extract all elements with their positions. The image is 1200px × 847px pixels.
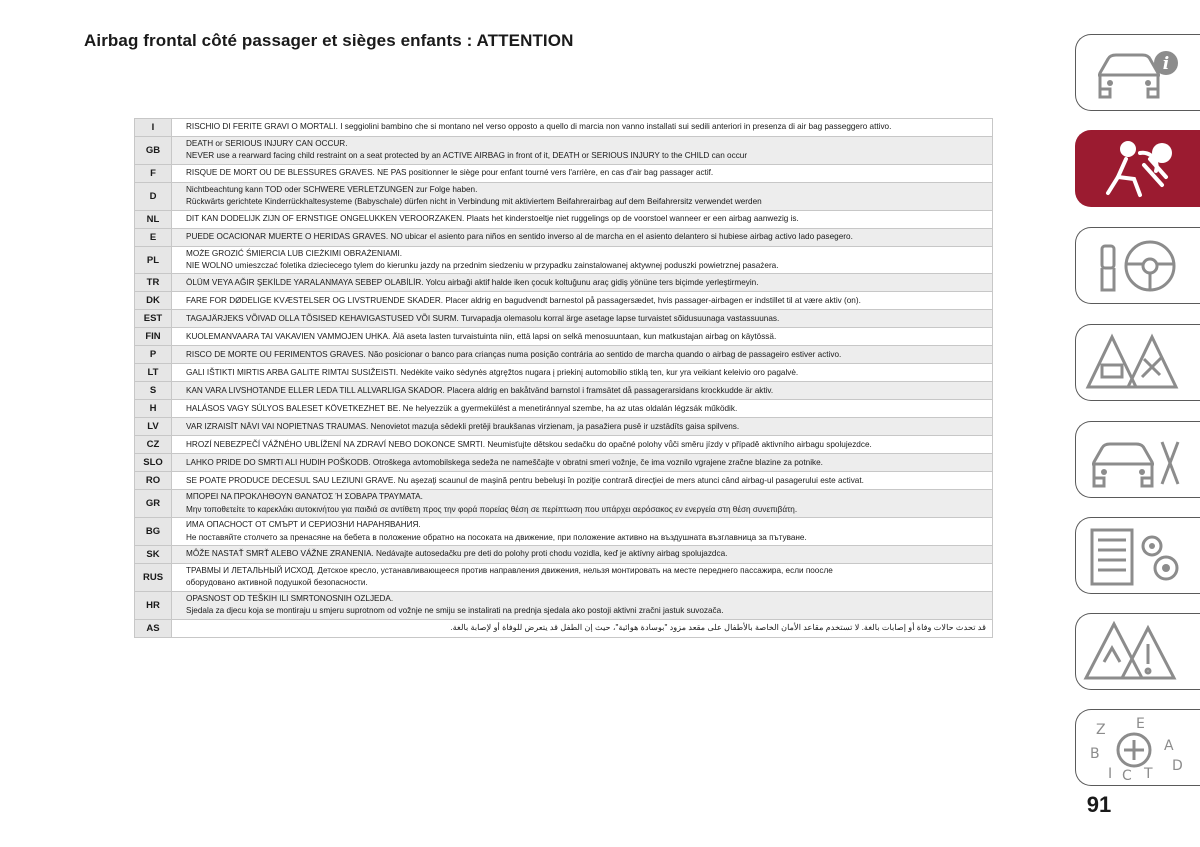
table-row [135,591,993,619]
warning-line: HALÁSOS VAGY SÚLYOS BALESET KÖVETKEZHET BE. Ne helyezzük a gyermekülést a menetiránnyal szembe, ha az utas oldalán légzsák működik. [186,403,738,413]
language-code: S [135,382,172,400]
table-row [135,619,993,637]
warning-table [134,118,993,638]
table-row [135,564,993,592]
language-code: NL [135,210,172,228]
key-steering-icon [1082,232,1194,301]
warning-line: ТРАВМЫ И ЛЕТАЛЬНЫЙ ИСХОД. Детское кресло, устанавливающееся против направления движения, нельзя монтировать на месте переднего пассажира, если поосле [186,566,833,576]
warning-line: NIE WOLNO umieszczać foletika dzieciecego tylem do kierunku jazdy na przednim siedzeniu w przypadku zainstalowanej aktywnej poduszki powietrznej pasażera. [186,261,779,271]
warning-text [172,472,993,490]
language-code: I [135,119,172,137]
specs-settings-icon [1082,522,1194,591]
warning-line: DEATH or SERIOUS INJURY CAN OCCUR. [186,139,348,148]
warning-line: GALI IŠTIKTI MIRTIS ARBA GALITE RIMTAI SUSIŽEISTI. Nedėkite vaiko sėdynės atgręžtos nugara į priekinį automobilio stiklą ten, kur yra veikiant keleivio oro pagalvė. [186,367,799,377]
language-code: LT [135,364,172,382]
table-row [135,228,993,246]
language-code: F [135,164,172,182]
language-code: D [135,182,172,210]
language-code: RUS [135,564,172,592]
table-row [135,418,993,436]
table-row [135,328,993,346]
warning-text [172,518,993,546]
svg-text:Z: Z [1096,722,1106,738]
table-row [135,546,993,564]
tab-emergency[interactable] [1075,324,1200,401]
warning-text [172,364,993,382]
warning-line: Sjedala za djecu koja se montiraju u smjeru suprotnom od vožnje ne smiju se instalirati na prednja sjedala ako postoji aktivni zračni jastuk suvozača. [186,606,724,616]
page-number: 91 [1086,792,1112,817]
language-code: SK [135,546,172,564]
table-row [135,137,993,165]
language-code: SLO [135,454,172,472]
table-row [135,490,993,518]
warning-text [172,382,993,400]
warning-line: OPASNOST OD TEŠKIH ILI SMRTONOSNIH OZLJEDA. [186,593,394,603]
warning-line: Μην τοποθετείτε το καρεκλάκι αυτοκινήτου για παιδιά σε αντίθετη προς την φορά πορείας θέση σε περίπτωση που υπάρχει αερόσακος εν ενεργεία στη θέση συνεπιβάτη. [186,504,798,514]
index-alphabet-icon [1082,714,1194,783]
table-row [135,210,993,228]
warning-text [172,591,993,619]
warning-line: MÔŽE NASTAŤ SMRŤ ALEBO VÁŽNE ZRANENIA. Nedávajte autosedačku pre deti do polohy proti chodu vozidla, keď je aktívny airbag spolujazdca. [186,549,728,559]
road-signs-icon [1082,618,1194,687]
svg-text:I: I [1108,766,1113,782]
tab-index[interactable] [1075,709,1200,786]
language-code: DK [135,292,172,310]
warning-text [172,564,993,592]
car-info-icon [1082,39,1194,108]
language-code: CZ [135,436,172,454]
table-row [135,164,993,182]
warning-line: NEVER use a rearward facing child restraint on a seat protected by an ACTIVE AIRBAG in front of it, DEATH or SERIOUS INJURY to the CHILD can occur [186,151,748,161]
warning-line: ИМА ОПАСНОСТ ОТ СМЪРТ И СЕРИОЗНИ НАРАНЯВАНИЯ. [186,520,421,530]
table-row [135,436,993,454]
airbag-safety-icon [1082,135,1194,204]
warning-line: KAN VARA LIVSHOTANDE ELLER LEDA TILL ALLVARLIGA SKADOR. Placera aldrig en bakåtvänd barnstol i framsätet då passagerarsidans krockkudde är aktiv. [186,385,774,395]
warning-text [172,182,993,210]
tab-warnings[interactable] [1075,613,1200,690]
warning-text [172,328,993,346]
language-code: H [135,400,172,418]
warning-text [172,119,993,137]
warning-text [172,400,993,418]
warning-line: RISQUE DE MORT OU DE BLESSURES GRAVES. NE PAS positionner le siège pour enfant tourné vers l'arrière, en cas d'air bag passager actif. [186,168,714,178]
warning-text [172,346,993,364]
warning-text [172,274,993,292]
warning-line: ΜΠΟΡΕΙ ΝΑ ΠΡΟΚΛΗΘΟΥΝ ΘΑΝΑΤΟΣ Ή ΣΟΒΑΡΑ ΤΡΑΥΜΑΤΑ. [186,492,423,502]
language-code: LV [135,418,172,436]
tab-car-info[interactable] [1075,34,1200,111]
table-row [135,182,993,210]
svg-text:i: i [1162,54,1170,74]
warning-line: SE POATE PRODUCE DECESUL SAU LEZIUNI GRAVE. Nu aşezaţi scaunul de maşină pentru bebeluşi în poziţie contrară direcţiei de mers atunci când airbag-ul pasagerului este activat. [186,475,864,485]
language-code: BG [135,518,172,546]
tab-safety[interactable] [1075,130,1200,207]
warning-text [172,228,993,246]
language-code: EST [135,310,172,328]
emergency-icon [1082,329,1194,398]
page-title: Airbag frontal côté passager et sièges enfants : ATTENTION [84,31,574,50]
svg-text:A: A [1164,738,1174,754]
warning-line: VAR IZRAISĪT NĀVI VAI NOPIETNAS TRAUMAS. Nenovietot mazuļa sēdekli pretēji braukšanas virzienam, ja pasažiera pusē ir uzstādīts gaisa spilvens. [186,421,740,431]
warning-line: RISCHIO DI FERITE GRAVI O MORTALI. I seggiolini bambino che si montano nel verso opposto a quello di marcia non vanno installati sui sedili anteriori in presenza di air bag passeggero attivo. [186,122,892,132]
table-row [135,119,993,137]
warning-line: Nichtbeachtung kann TOD oder SCHWERE VERLETZUNGEN zur Folge haben. [186,184,478,194]
table-row [135,246,993,274]
car-maintenance-icon [1082,426,1194,495]
language-code: TR [135,274,172,292]
table-row [135,346,993,364]
warning-line: PUEDE OCACIONAR MUERTE O HERIDAS GRAVES. NO ubicar el asiento para niños en sentido inverso al de marcha en el asiento delantero si hubiese airbag activo lado pasegero. [186,231,853,241]
chapter-sidebar [1075,0,1200,847]
warning-line: RISCO DE MORTE OU FERIMENTOS GRAVES. Não posicionar o banco para crianças numa posição contrária ao sentido de marcha quando o airbag de passageiro estiver activo. [186,349,842,359]
warning-line: LAHKO PRIDE DO SMRTI ALI HUDIH POŠKODB. Otroškega avtomobilskega sedeža ne nameščajte v obratni smeri vožnje, če ima voznilo vgrajene zračne blazine za potnike. [186,457,823,467]
warning-line: MOŻE GROZIĆ ŚMIERCIA LUB CIEŻKIMI OBRAŻENIAMI. [186,248,403,258]
language-code: FIN [135,328,172,346]
table-row [135,364,993,382]
warning-text [172,490,993,518]
warning-line: قد تحدث حالات وفاة أو إصابات بالغة. لا تستخدم مقاعد الأمان الخاصة بالأطفال على مقعد مزود "بوسادة هوائية"، حيث إن الطفل قد يتعرض للوفاة أو لإصابة بالغة. [450,622,986,632]
svg-text:D: D [1172,758,1183,774]
table-row [135,454,993,472]
table-row [135,400,993,418]
warning-text [172,246,993,274]
warning-line: DIT KAN DODELIJK ZIJN OF ERNSTIGE ONGELUKKEN VEROORZAKEN. Plaats het kinderstoeltje niet ruggelings op de voorstoel wanneer er een airbag aanwezig is. [186,213,799,223]
svg-text:E: E [1136,716,1145,732]
table-row [135,518,993,546]
warning-line: оборудовано активной подушкой безопасности. [186,578,368,588]
warning-line: KUOLEMANVAARA TAI VAKAVIEN VAMMOJEN UHKA. Älä aseta lasten turvaistuinta niin, että lapsi on selkä menosuuntaan, kun matkustajan airbag on käytössä. [186,331,777,341]
warning-text [172,210,993,228]
tab-maintenance[interactable] [1075,421,1200,498]
warning-text [172,137,993,165]
warning-line: ÖLÜM VEYA AĞIR ŞEKİLDE YARALANMAYA SEBEP OLABİLİR. Yolcu airbaği aktif halde iken çocuk koltuğunu araç gidiş yönüne ters biçimde yerleştirmeyin. [186,277,759,287]
language-code: AS [135,619,172,637]
language-code: RO [135,472,172,490]
warning-text [172,454,993,472]
warning-text [172,546,993,564]
tab-technical-data[interactable] [1075,517,1200,594]
svg-text:B: B [1090,746,1100,762]
warning-line: Не поставяйте столчето за пренасяне на бебета в положение обратно на посоката на движение, при положение активно на въздушната възглавница за пътуване. [186,532,807,542]
table-row [135,274,993,292]
warning-text [172,292,993,310]
warning-text [172,619,993,637]
language-code: GB [135,137,172,165]
warning-line: TAGAJÄRJEKS VÕIVAD OLLA TÕSISED KEHAVIGASTUSED VÕI SURM. Turvapadja olemasolu korral ärge asetage lapse turvaistet sõidusuunaga vastassuunas. [186,313,780,323]
language-code: GR [135,490,172,518]
warning-text [172,310,993,328]
warning-text [172,164,993,182]
table-row [135,472,993,490]
warning-text [172,418,993,436]
warning-text [172,436,993,454]
warning-line: FARE FOR DØDELIGE KVÆSTELSER OG LIVSTRUENDE SKADER. Placer aldrig en bagudvendt barnestol på passagersædet, hvis passager-airbagen er indstillet til at være aktiv (on). [186,295,861,305]
warning-line: Rückwärts gerichtete Kinderrückhaltesysteme (Babyschale) dürfen nicht in Verbindung mit aktiviertem Beifahrerairbag auf dem Beifahrersitz verwendet werden [186,197,762,207]
tab-starting-driving[interactable] [1075,227,1200,304]
language-code: HR [135,591,172,619]
table-row [135,292,993,310]
svg-text:T: T [1144,766,1153,782]
language-code: E [135,228,172,246]
warning-line: HROZÍ NEBEZPEČÍ VÁŽNÉHO UBLÍŽENÍ NA ZDRAVÍ NEBO DOKONCE SMRTI. Neumisťujte dětskou sedačku do opačné polohy vůči směru jízdy v případě aktivního airbagu spolujezdce. [186,439,872,449]
svg-text:C: C [1122,768,1132,783]
language-code: P [135,346,172,364]
language-code: PL [135,246,172,274]
table-row [135,382,993,400]
table-row [135,310,993,328]
